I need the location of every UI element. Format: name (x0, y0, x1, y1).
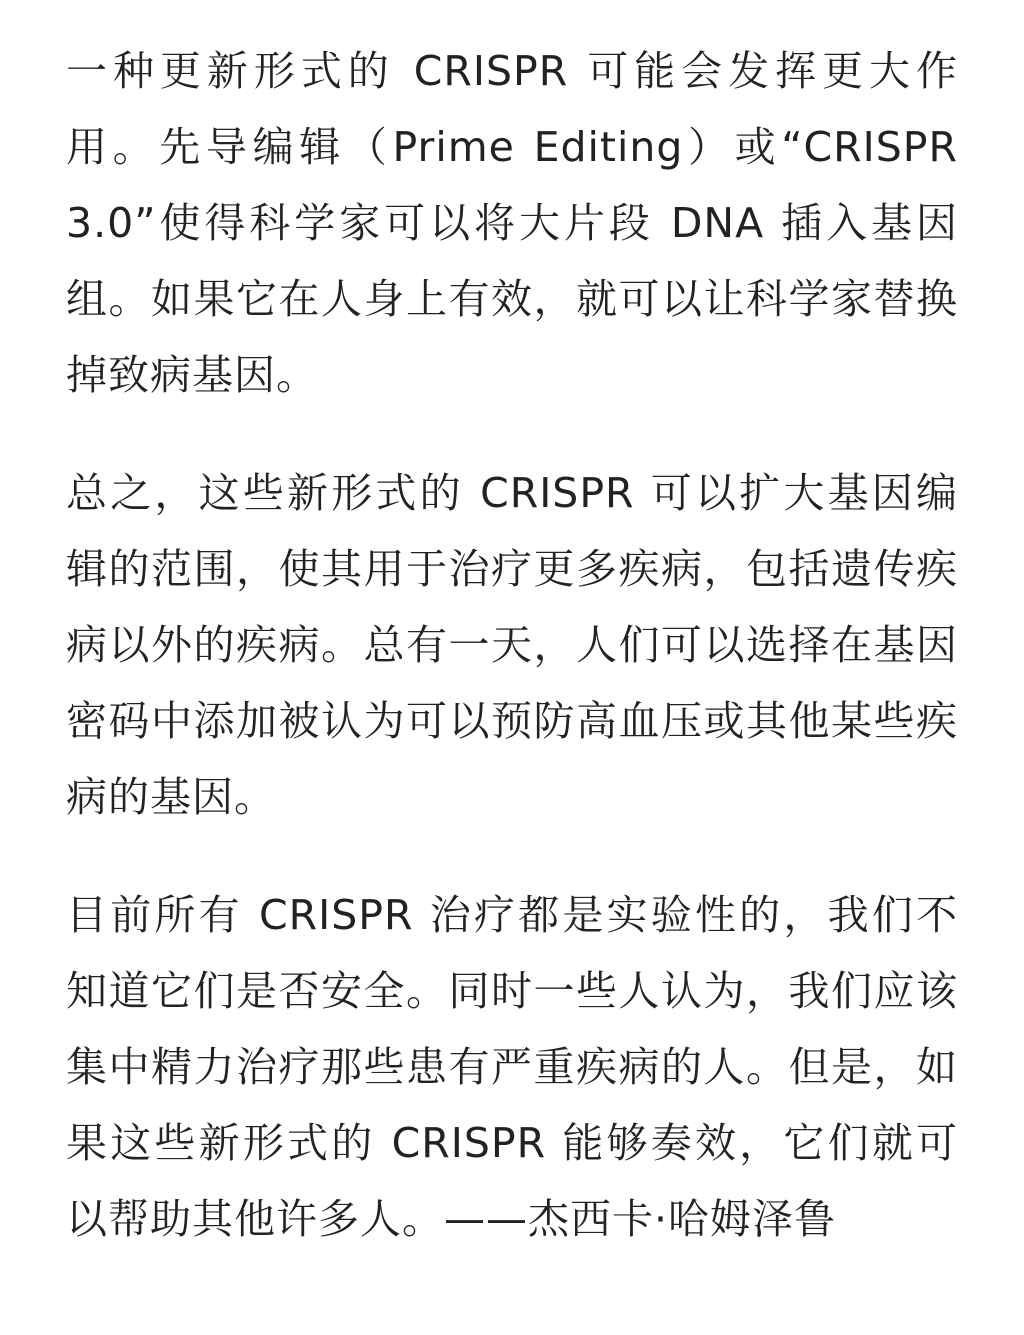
article-body (66, 33, 958, 1257)
paragraph-summary: 总之，这些新形式的 CRISPR 可以扩大基因编辑的范围，使其用于治疗更多疾病，包括遗传疾病以外的疾病。总有一天，人们可以选择在基因密码中添加被认为可以预防高血压或其他某些疾病的基因。 (66, 469, 958, 821)
paragraph-experimental: 目前所有 CRISPR 治疗都是实验性的，我们不知道它们是否安全。同时一些人认为，我们应该集中精力治疗那些患有严重疾病的人。但是，如果这些新形式的 CRISPR 能够奏效，它们就可以帮助其他许多人。——杰西卡·哈姆泽鲁 (66, 891, 958, 1243)
paragraph-prime-editing: 一种更新形式的 CRISPR 可能会发挥更大作用。先导编辑（Prime Editing）或“CRISPR 3.0”使得科学家可以将大片段 DNA 插入基因组。如果它在人身上有效，就可以让科学家替换掉致病基因。 (66, 47, 958, 399)
